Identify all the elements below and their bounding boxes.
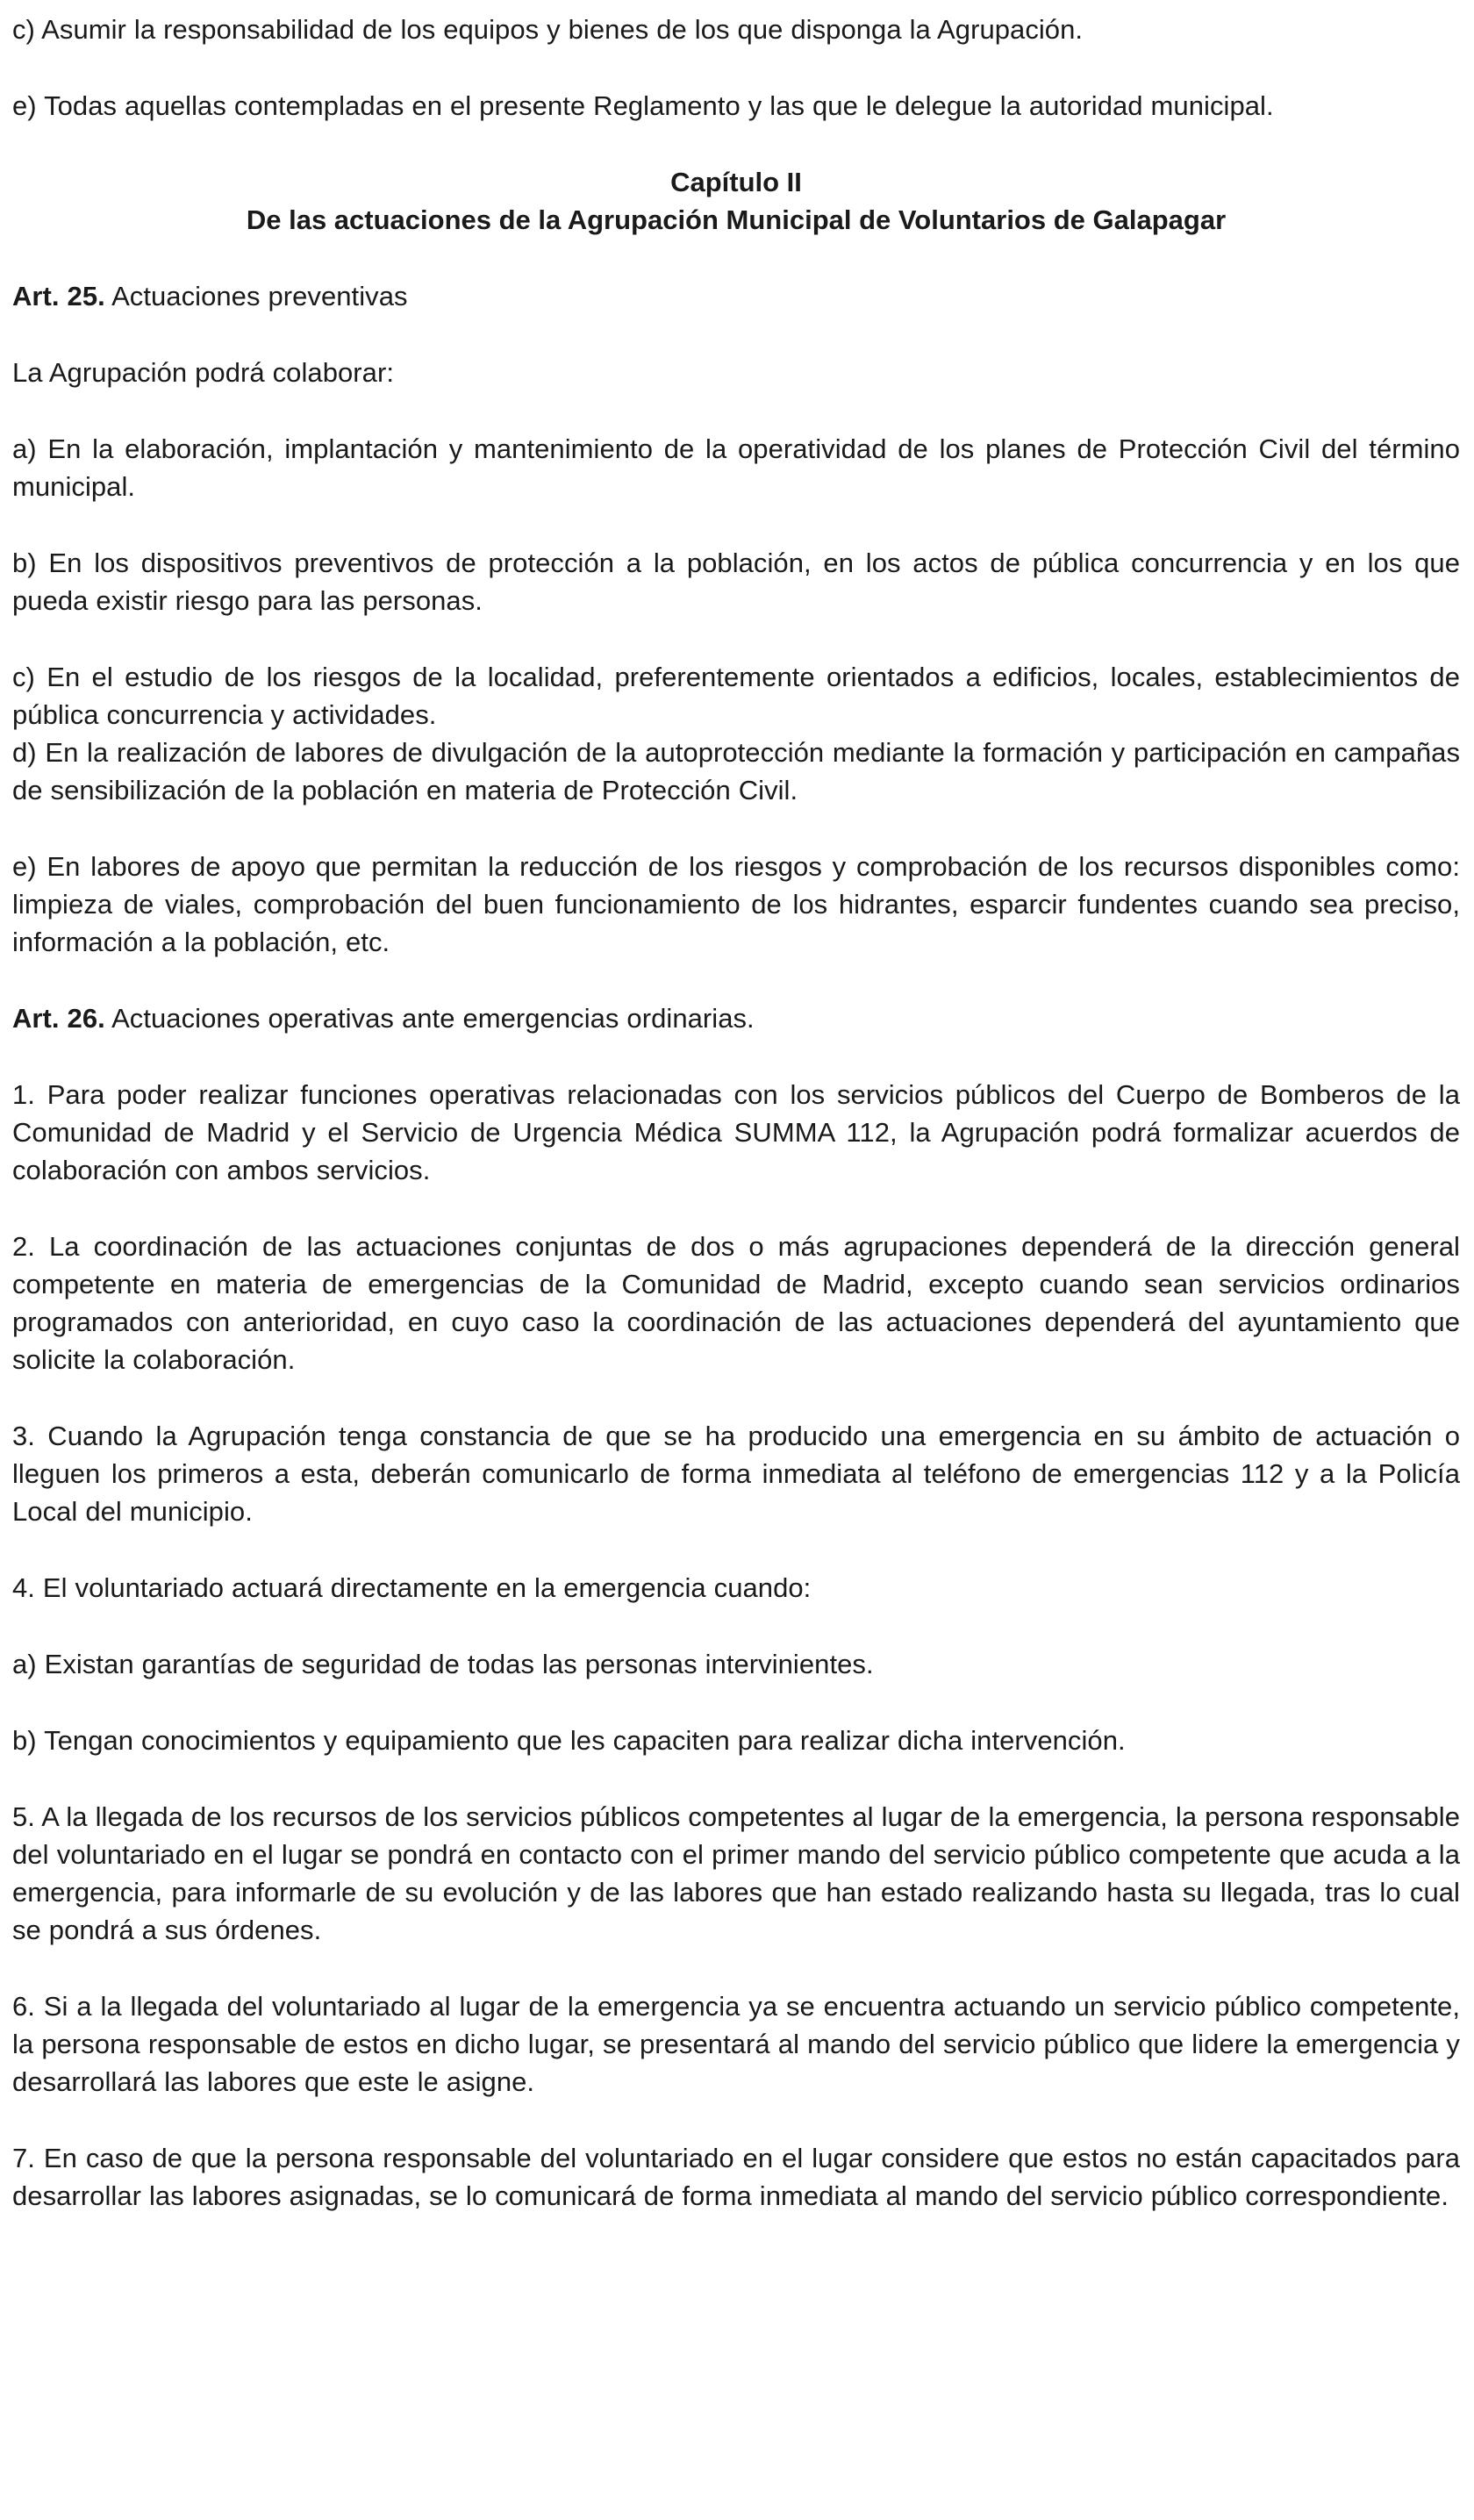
art26-paragraph-4: 4. El voluntariado actuará directamente en la emergencia cuando: bbox=[12, 1572, 812, 1603]
chapter-title: De las actuaciones de la Agrupación Municipal de Voluntarios de Galapagar bbox=[246, 204, 1227, 235]
art25-item-a: a) En la elaboración, implantación y mantenimiento de la operatividad de los planes de Protección Civil del término municipal. bbox=[12, 433, 1460, 502]
art26-title: Actuaciones operativas ante emergencias ordinarias. bbox=[111, 1003, 755, 1034]
art25-item-d: d) En la realización de labores de divulgación de la autoprotección mediante la formación y participación en campañas de sensibilización de la población en materia de Protección Civil. bbox=[12, 737, 1460, 805]
art25-item-e: e) En labores de apoyo que permitan la reducción de los riesgos y comprobación de los recursos disponibles como: limpieza de viales, comprobación del buen funcionamiento de los hidrantes, esparcir fundentes cuando sea preciso, información a la población, etc. bbox=[12, 851, 1460, 957]
art25-title: Actuaciones preventivas bbox=[111, 281, 408, 311]
art25-heading bbox=[12, 277, 1460, 315]
art26-paragraph-4b: b) Tengan conocimientos y equipamiento que les capaciten para realizar dicha intervención. bbox=[12, 1725, 1126, 1756]
chapter-heading bbox=[12, 163, 1460, 239]
intro-item-e: e) Todas aquellas contempladas en el presente Reglamento y las que le delegue la autoridad municipal. bbox=[12, 90, 1274, 121]
art26-paragraph-2: 2. La coordinación de las actuaciones conjuntas de dos o más agrupaciones dependerá de la dirección general competente en materia de emergencias de la Comunidad de Madrid, excepto cuando sean servicios ordinarios programados con anterioridad, en cuyo caso la coordinación de las actuaciones dependerá del ayuntamiento que solicite la colaboración. bbox=[12, 1231, 1460, 1375]
art25-item-c: c) En el estudio de los riesgos de la localidad, preferentemente orientados a edificios, locales, establecimientos de pública concurrencia y actividades. bbox=[12, 662, 1460, 730]
art25-number: Art. 25. bbox=[12, 281, 105, 311]
art26-paragraph-3: 3. Cuando la Agrupación tenga constancia de que se ha producido una emergencia en su ámbito de actuación o lleguen los primeros a esta, deberán comunicarlo de forma inmediata al teléfono de emergencias 112 y a la Policía Local del municipio. bbox=[12, 1421, 1460, 1527]
art26-paragraph-4a: a) Existan garantías de seguridad de todas las personas intervinientes. bbox=[12, 1649, 874, 1679]
art26-paragraph-1: 1. Para poder realizar funciones operativas relacionadas con los servicios públicos del Cuerpo de Bomberos de la Comunidad de Madrid y el Servicio de Urgencia Médica SUMMA 112, la Agrupación podrá formalizar acuerdos de colaboración con ambos servicios. bbox=[12, 1079, 1460, 1185]
chapter-number: Capítulo II bbox=[670, 167, 802, 197]
document-page bbox=[12, 11, 1460, 2215]
art26-paragraph-7: 7. En caso de que la persona responsable del voluntariado en el lugar considere que estos no están capacitados para desarrollar las labores asignadas, se lo comunicará de forma inmediata al mando del servicio público correspondiente. bbox=[12, 2143, 1460, 2211]
art26-paragraph-6: 6. Si a la llegada del voluntariado al lugar de la emergencia ya se encuentra actuando un servicio público competente, la persona responsable de estos en dicho lugar, se presentará al mando del servicio público que lidere la emergencia y desarrollará las labores que este le asigne. bbox=[12, 1991, 1460, 2097]
art26-paragraph-5: 5. A la llegada de los recursos de los servicios públicos competentes al lugar de la emergencia, la persona responsable del voluntariado en el lugar se pondrá en contacto con el primer mando del servicio público competente que acuda a la emergencia, para informarle de su evolución y de las labores que han estado realizando hasta su llegada, tras lo cual se pondrá a sus órdenes. bbox=[12, 1801, 1460, 1945]
art26-heading bbox=[12, 999, 1460, 1037]
art25-lead: La Agrupación podrá colaborar: bbox=[12, 357, 394, 388]
intro-item-c: c) Asumir la responsabilidad de los equipos y bienes de los que disponga la Agrupación. bbox=[12, 14, 1084, 45]
art25-item-b: b) En los dispositivos preventivos de protección a la población, en los actos de pública concurrencia y en los que pueda existir riesgo para las personas. bbox=[12, 548, 1460, 616]
art26-number: Art. 26. bbox=[12, 1003, 105, 1034]
